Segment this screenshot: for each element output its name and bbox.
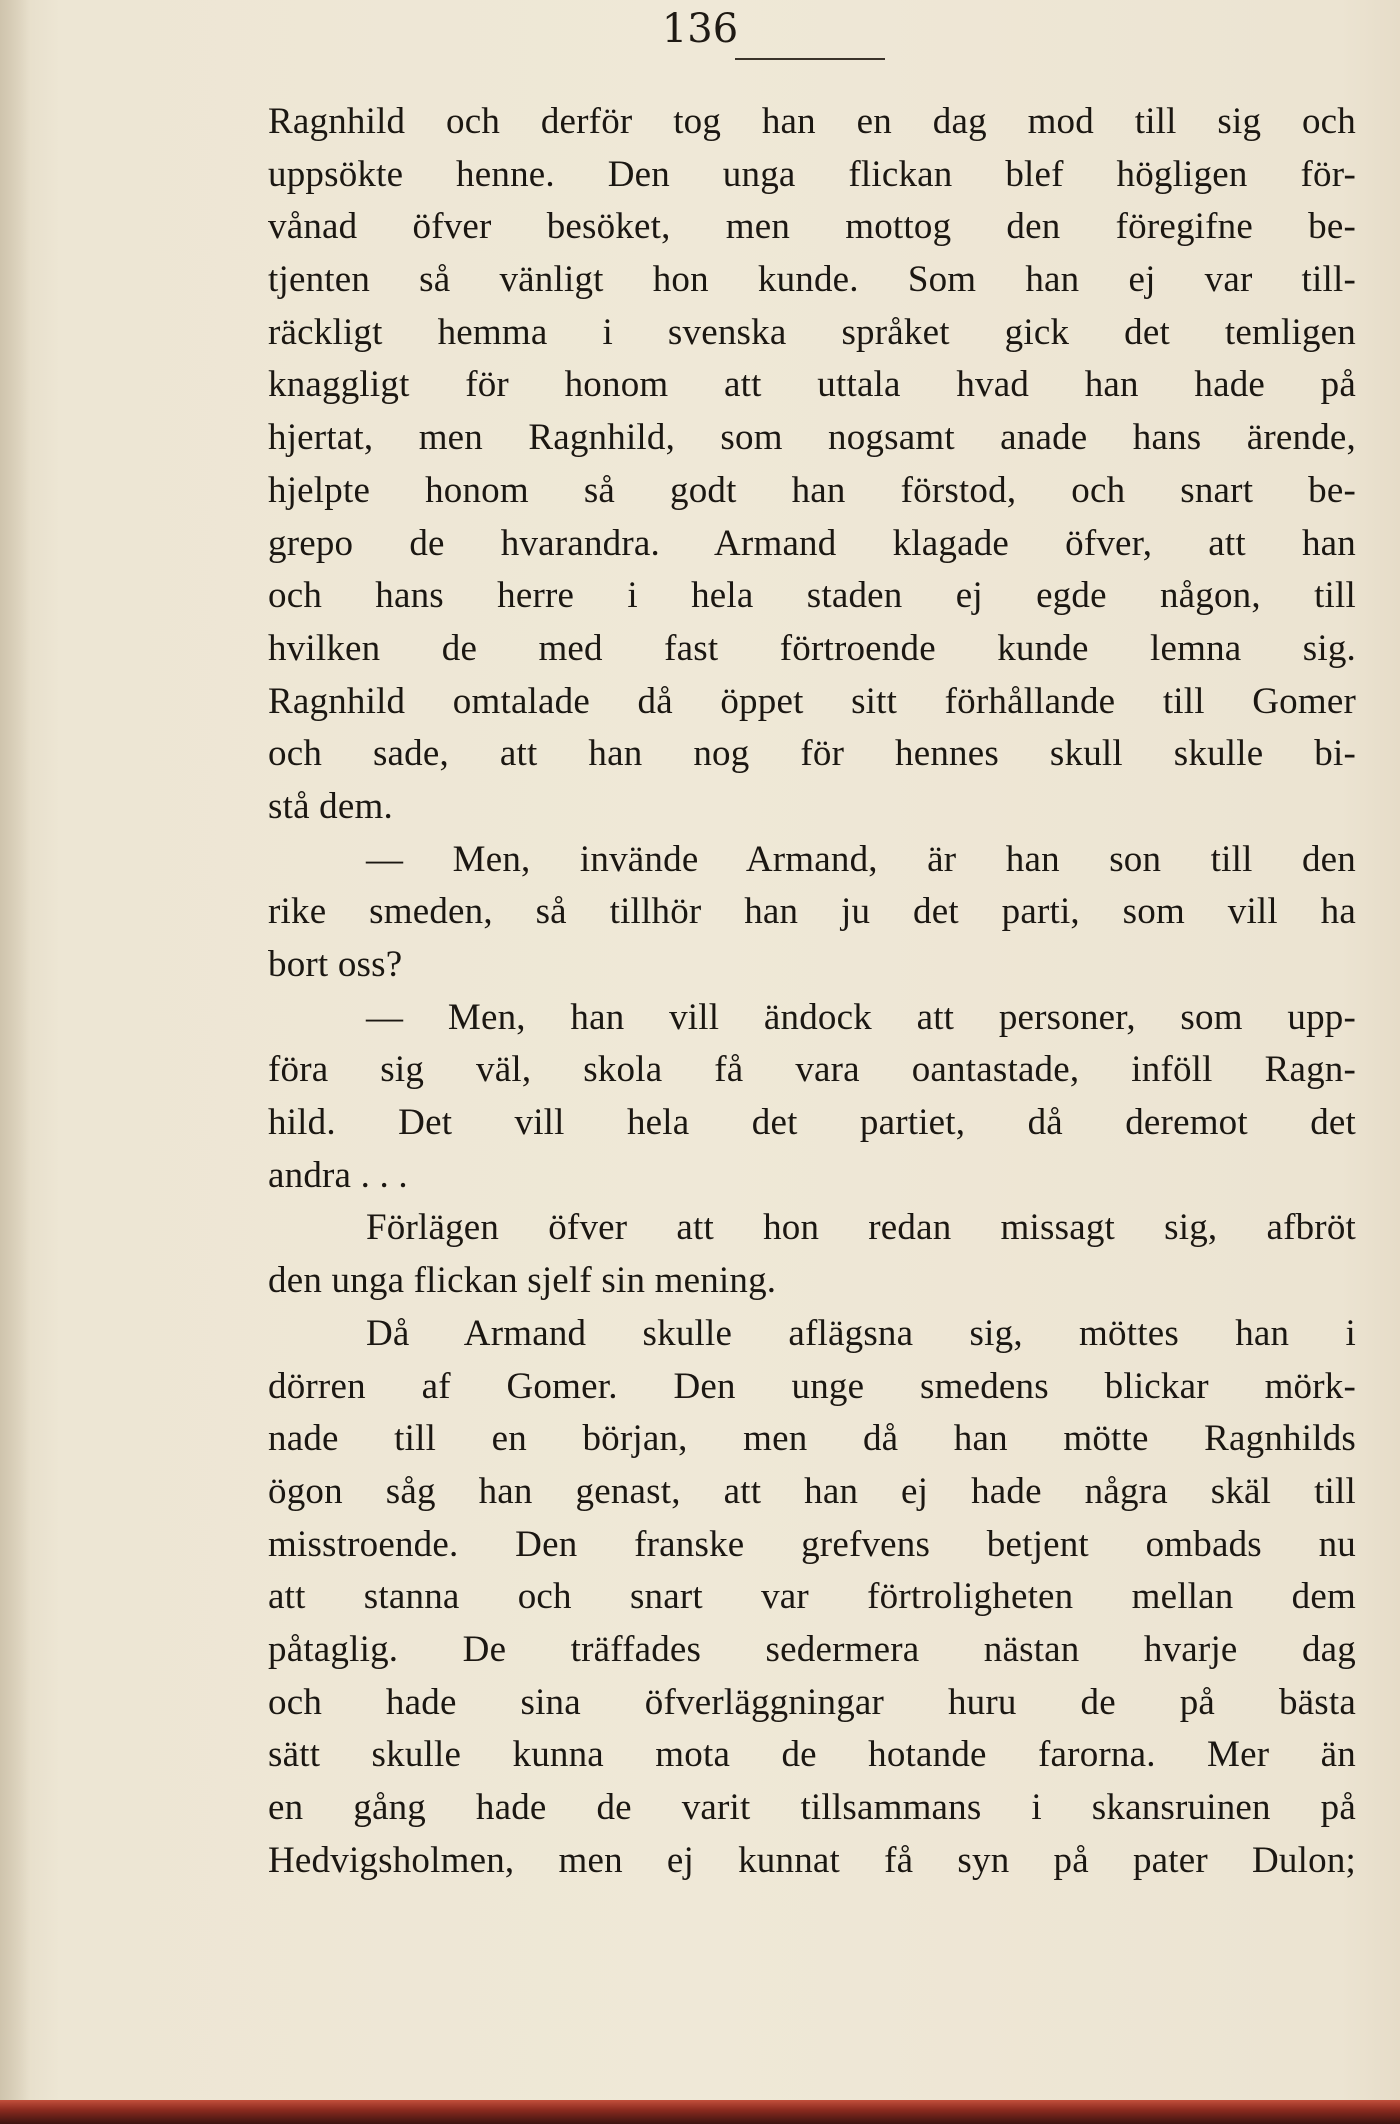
text-line: Ragnhild omtalade då öppet sitt förhållande till Gomer [268,680,1356,722]
text-line: tjenten så vänligt hon kunde. Som han ej var till- [268,259,1356,301]
text-line: hjertat, men Ragnhild, som nogsamt anade hans ärende, [268,417,1356,459]
text-line: att stanna och snart var förtroligheten mellan dem [268,1576,1356,1618]
text-line: hvilken de med fast förtroende kunde lemna sig. [268,627,1356,669]
text-line: dörren af Gomer. Den unge smedens blickar mörk- [268,1365,1356,1407]
text-line: andra . . . [268,1154,408,1196]
text-line: en gång hade de varit tillsammans i skansruinen på [268,1787,1356,1828]
text-line: misstroende. Den franske grefvens betjent ombads nu [268,1523,1356,1565]
text-line: uppsökte henne. Den unga flickan blef högligen för- [268,153,1356,195]
text-line: bort oss? [268,944,403,985]
text-line: — Men, han vill ändock att personer, som upp- [366,996,1356,1038]
text-line: — Men, invände Armand, är han son till den [366,838,1356,880]
book-edge [0,2100,1400,2124]
body-text [268,96,1356,1887]
text-line: och hade sina öfverläggningar huru de på bästa [268,1681,1356,1723]
text-line: ögon såg han genast, att han ej hade några skäl till [268,1470,1356,1512]
text-line: hild. Det vill hela det partiet, då deremot det [268,1102,1356,1144]
text-line: rike smeden, så tillhör han ju det parti, som vill ha [268,891,1356,933]
text-line: påtaglig. De träffades sedermera nästan hvarje dag [268,1628,1356,1670]
text-line: föra sig väl, skola få vara oantastade, inföll Ragn- [268,1049,1356,1091]
page-number-rule [735,58,885,60]
page-number: 136 [661,6,739,52]
text-line: nade till en början, men då han mötte Ragnhilds [268,1418,1356,1460]
text-line: Då Armand skulle aflägsna sig, möttes han i [366,1312,1356,1354]
text-line: räckligt hemma i svenska språket gick det temligen [268,311,1356,353]
text-line: sätt skulle kunna mota de hotande farorna. Mer än [268,1734,1356,1776]
text-line: grepo de hvarandra. Armand klagade öfver, att han [268,522,1356,564]
text-line: den unga flickan sjelf sin mening. [268,1260,777,1302]
text-line: vånad öfver besöket, men mottog den föregifne be- [268,206,1356,248]
text-line: stå dem. [268,785,393,827]
text-line: och sade, att han nog för hennes skull skulle bi- [268,733,1356,775]
text-line: knaggligt för honom att uttala hvad han hade på [268,364,1356,406]
text-line: Ragnhild och derför tog han en dag mod till sig och [268,101,1356,142]
page-gutter-shadow [0,0,30,2124]
text-line: Förlägen öfver att hon redan missagt sig, afbröt [366,1207,1356,1249]
text-line: och hans herre i hela staden ej egde någon, till [268,575,1356,617]
text-line: Hedvigsholmen, men ej kunnat få syn på pater Dulon; [268,1839,1356,1881]
text-line: hjelpte honom så godt han förstod, och snart be- [268,469,1356,511]
